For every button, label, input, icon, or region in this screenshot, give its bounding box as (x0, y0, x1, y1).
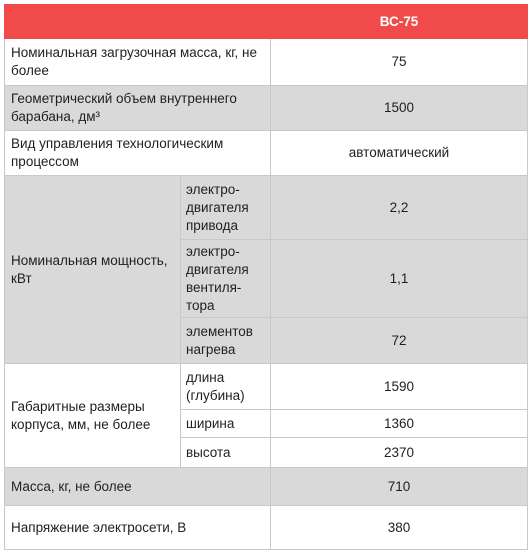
header-model-cell: ВС-75 (271, 5, 528, 39)
subrow-label-power-heating: элементов нагрева (181, 318, 271, 364)
table-row (5, 506, 528, 550)
subrow-value-power-fan-motor: 1,1 (271, 240, 528, 318)
row-value-mass: 710 (271, 468, 528, 506)
header-empty-cell (5, 5, 271, 39)
row-label-drum-volume: Геометрический объем внутреннего барабана, дм³ (5, 86, 271, 131)
table-row (5, 176, 528, 240)
row-label-control: Вид управления технологическим процессом (5, 131, 271, 176)
subrow-label-power-drive-motor: электро-двигателя привода (181, 176, 271, 240)
subrow-value-power-heating: 72 (271, 318, 528, 364)
table-row (5, 131, 528, 176)
specs-table (4, 4, 528, 550)
subrow-value-height: 2370 (271, 438, 528, 468)
table-row (5, 39, 528, 86)
subrow-label-length: длина (глубина) (181, 364, 271, 410)
subrow-label-width: ширина (181, 410, 271, 438)
table-row (5, 468, 528, 506)
specs-table-container (4, 4, 527, 550)
row-label-voltage: Напряжение электросети, В (5, 506, 271, 550)
subrow-label-height: высота (181, 438, 271, 468)
row-label-dimensions: Габаритные размеры корпуса, мм, не более (5, 364, 181, 468)
row-value-control: автоматический (271, 131, 528, 176)
row-value-voltage: 380 (271, 506, 528, 550)
subrow-label-power-fan-motor: электро-двигателя вентиля-тора (181, 240, 271, 318)
subrow-value-width: 1360 (271, 410, 528, 438)
row-value-drum-volume: 1500 (271, 86, 528, 131)
subrow-value-power-drive-motor: 2,2 (271, 176, 528, 240)
table-row (5, 364, 528, 410)
table-row (5, 86, 528, 131)
row-value-load-mass: 75 (271, 39, 528, 86)
row-label-power: Номинальная мощность, кВт (5, 176, 181, 364)
subrow-value-length: 1590 (271, 364, 528, 410)
row-label-mass: Масса, кг, не более (5, 468, 271, 506)
row-label-load-mass: Номинальная загрузочная масса, кг, не более (5, 39, 271, 86)
table-header-row (5, 5, 528, 39)
